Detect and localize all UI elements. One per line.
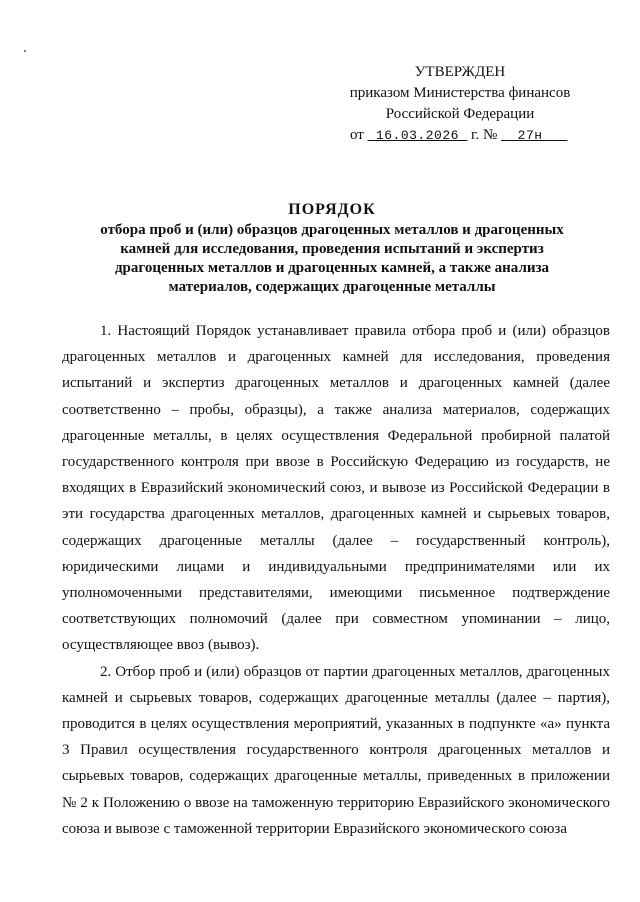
approval-stamp (340, 62, 580, 146)
order-number: 27н (517, 128, 543, 143)
date-prefix: от (350, 127, 364, 143)
scan-speck (24, 50, 26, 52)
paragraph-2: 2. Отбор проб и (или) образцов от партии драгоценных металлов, драгоценных камней и сырьевых товаров, содержащих драгоценные металлы (далее – партия), проводится в целях осуществления мероприятий, указанных в подпункте «а» пункта 3 Правил осуществления государственного контроля драгоценных металлов и сырьевых товаров, содержащих драгоценные металлы, приведенных в приложении № 2 к Положению о ввозе на таможенную территорию Евразийского экономического союза и вывозе с таможенной территории Евразийского экономического союза (62, 663, 610, 837)
title-heading: ПОРЯДОК (288, 201, 376, 218)
title-subtitle-line: материалов, содержащих драгоценные металлы (168, 279, 496, 295)
document-body (62, 318, 610, 842)
number-prefix: г. № (471, 127, 498, 143)
approval-line-1: приказом Министерства финансов (349, 85, 571, 101)
title-subtitle-line: отбора проб и (или) образцов драгоценных металлов и драгоценных (100, 222, 564, 238)
title-subtitle-line: драгоценных металлов и драгоценных камней, а также анализа (114, 260, 550, 276)
approval-status: УТВЕРЖДЕН (414, 64, 506, 80)
approval-date-row (340, 125, 580, 146)
title-subtitle-line: камней для исследования, проведения испытаний и экспертиз (120, 241, 544, 257)
order-date: 16.03.2026 (375, 128, 459, 143)
document-title (62, 200, 602, 297)
paragraph-1: 1. Настоящий Порядок устанавливает правила отбора проб и (или) образцов драгоценных металлов и драгоценных камней для исследования, проведения испытаний и экспертиз драгоценных металлов и драгоценных камней (далее соответственно – пробы, образцы), а также анализа материалов, содержащих драгоценные металлы, в целях осуществления Федеральной пробирной палатой государственного контроля при ввозе в Российскую Федерацию из государств, не входящих в Евразийский экономический союз, и вывозе из Российской Федерации в эти государства драгоценных металлов, драгоценных камней и сырьевых товаров, содержащих драгоценные металлы (далее – государственный контроль), юридическими лицами и индивидуальными предпринимателями или их уполномоченными представителями, имеющими письменное подтверждение соответствующих полномочий (далее при совместном упоминании – лицо, осуществляющее ввоз (вывоз). (62, 323, 610, 654)
approval-line-2: Российской Федерации (385, 106, 535, 122)
